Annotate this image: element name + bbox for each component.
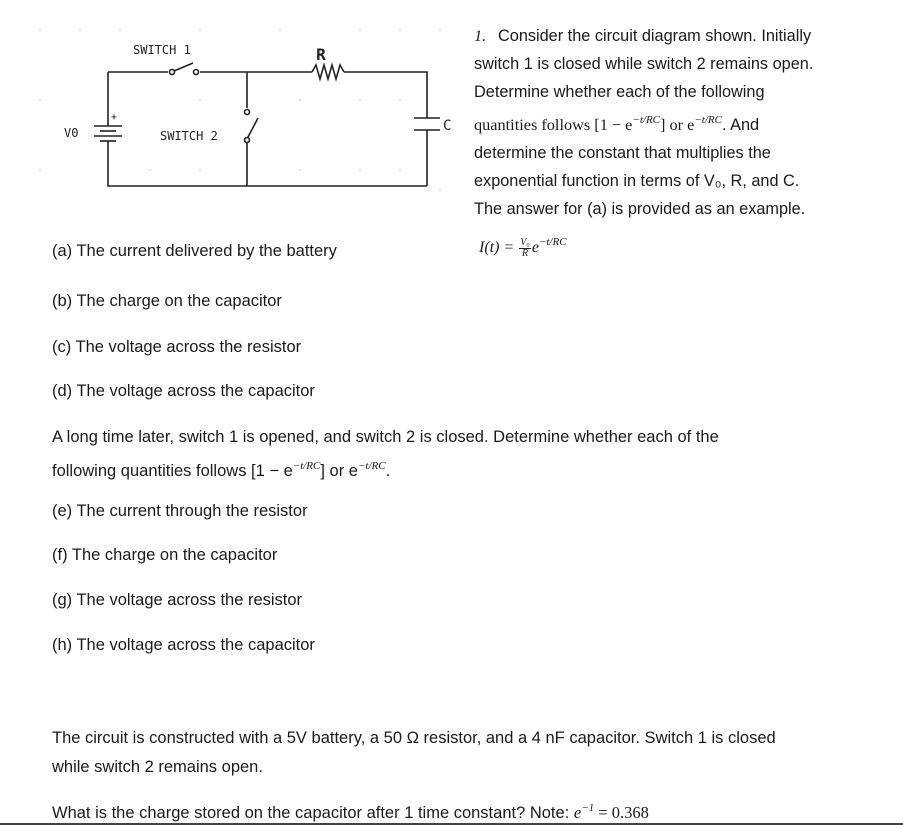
- part-g: (g) The voltage across the resistor: [52, 591, 303, 609]
- example-fraction: [519, 238, 531, 259]
- example-exponent: −t/RC: [538, 236, 567, 248]
- switch1-contact: [194, 70, 199, 75]
- final-line-3-b: = 0.368: [594, 803, 649, 822]
- intro-line-6: exponential function in terms of V₀, R, and C.: [474, 172, 800, 190]
- final-line-2: while switch 2 remains open.: [52, 758, 263, 776]
- second-intro-line-1: A long time later, switch 1 is opened, and switch 2 is closed. Determine whether each of the: [52, 428, 719, 446]
- example-denominator: R: [521, 247, 529, 259]
- intro-line-4-exp2: −t/RC: [694, 114, 722, 126]
- part-f: (f) The charge on the capacitor: [52, 546, 278, 564]
- intro-line-4-c: . And: [721, 116, 760, 134]
- second-intro-line-2-exp2: −t/RC: [357, 460, 386, 472]
- switch1-blade: [174, 63, 193, 71]
- grid-dots: [39, 29, 441, 191]
- intro-line-7: The answer for (a) is provided as an example.: [474, 200, 806, 218]
- final-paragraph: [52, 724, 872, 782]
- final-line-3-exp: −1: [581, 802, 595, 814]
- intro-line-2: switch 1 is closed while switch 2 remains open.: [474, 55, 814, 73]
- second-intro-line-2-exp: −t/RC: [292, 460, 321, 472]
- part-h: (h) The voltage across the capacitor: [52, 636, 315, 654]
- resistor-label: R: [316, 45, 326, 64]
- resistor-symbol: [312, 65, 344, 79]
- switch2-contact: [245, 110, 250, 115]
- intro-line-4-b: ] or e: [660, 115, 695, 134]
- part-d: (d) The voltage across the capacitor: [52, 382, 315, 400]
- intro-line-4-a: quantities follows [1 − e: [474, 115, 633, 134]
- intro-line-4-exp: −t/RC: [632, 114, 660, 126]
- switch2-label: SWITCH 2: [160, 129, 218, 143]
- switch1-label: SWITCH 1: [133, 43, 191, 57]
- second-intro-line-2-a: following quantities follows [1 − e: [52, 462, 293, 480]
- intro-line-4: [474, 106, 894, 139]
- wire-bottom: [108, 141, 427, 186]
- bottom-rule: [0, 823, 903, 825]
- example-lhs: I(t) =: [479, 239, 515, 256]
- switch2-pivot: [245, 138, 250, 143]
- final-line-3-math: e: [573, 803, 582, 822]
- circuit-diagram: [0, 0, 460, 200]
- second-intro-line-2: [52, 452, 872, 486]
- intro-line-5: determine the constant that multiplies the: [474, 144, 771, 162]
- example-equation: [479, 236, 567, 259]
- example-rhs: e: [531, 239, 539, 256]
- question-intro: [474, 22, 894, 223]
- intro-line-1: Consider the circuit diagram shown. Initially: [498, 27, 812, 45]
- final-line-3-a: What is the charge stored on the capacitor after 1 time constant? Note:: [52, 804, 574, 822]
- second-intro-line-2-c: .: [385, 462, 391, 480]
- question-number: 1.: [474, 26, 487, 45]
- second-intro-line-2-b: ] or e: [320, 462, 358, 480]
- part-e: (e) The current through the resistor: [52, 502, 308, 520]
- part-a: (a) The current delivered by the battery: [52, 242, 337, 260]
- part-c: (c) The voltage across the resistor: [52, 338, 302, 356]
- second-intro: [52, 423, 872, 486]
- example-numerator: V₀: [520, 236, 530, 248]
- battery-plus-sign: +: [111, 112, 118, 123]
- switch2-blade: [248, 118, 258, 137]
- capacitor-label: C: [443, 118, 452, 134]
- part-b: (b) The charge on the capacitor: [52, 292, 282, 310]
- battery-label: V0: [64, 126, 79, 140]
- intro-line-3: Determine whether each of the following: [474, 83, 765, 101]
- wire-top-right: [344, 72, 427, 118]
- final-line-1: The circuit is constructed with a 5V battery, a 50 Ω resistor, and a 4 nF capacitor. Switch 1 is closed: [52, 729, 776, 747]
